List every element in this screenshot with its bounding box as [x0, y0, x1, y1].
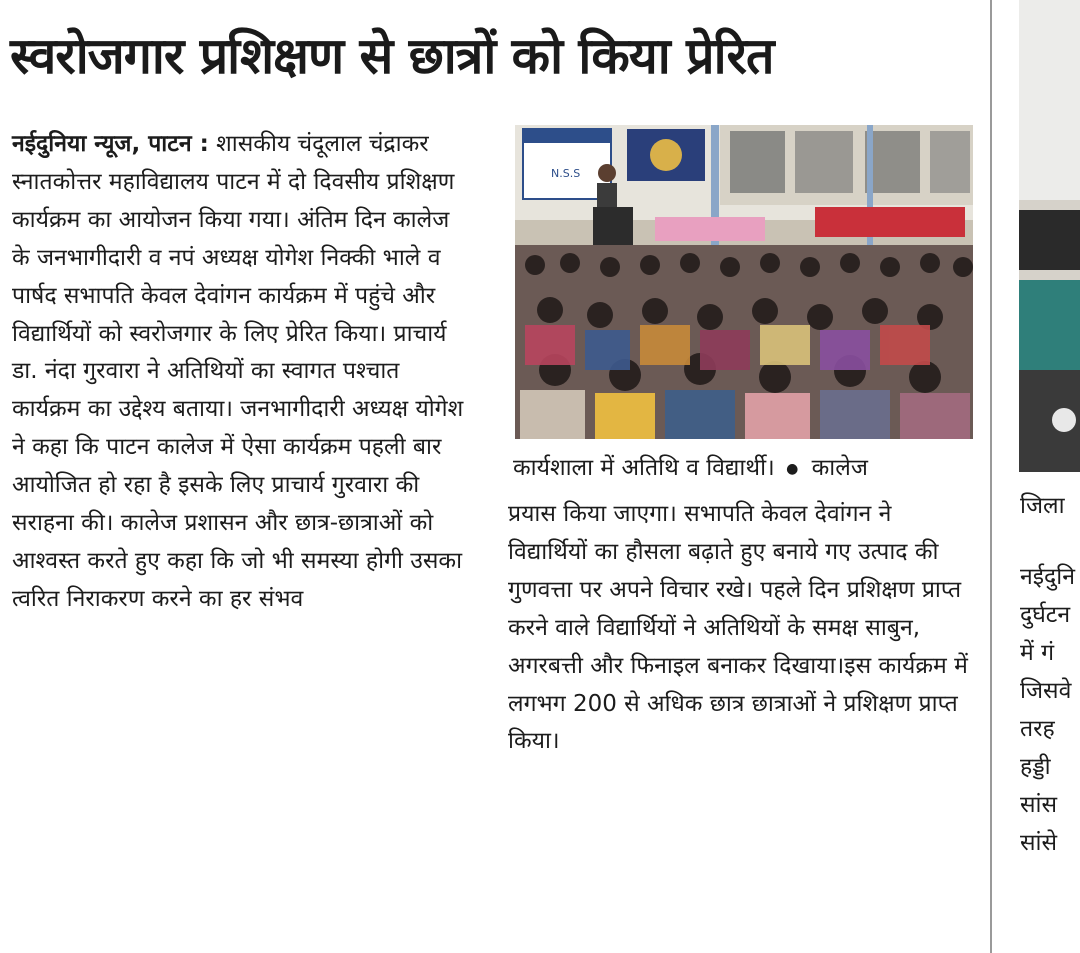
headline: स्वरोजगार प्रशिक्षण से छात्रों को किया प्रेरित [10, 27, 774, 85]
adjacent-line: हड्डी [1020, 754, 1051, 780]
dateline: नईदुनिया न्यूज, पाटन : [12, 131, 209, 157]
adjacent-line: तरह [1020, 716, 1055, 742]
column-1-text: शासकीय चंदूलाल चंद्राकर स्नातकोत्तर महाविद्यालय पाटन में दो दिवसीय प्रशिक्षण कार्यक्रम का आयोजन किया गया। अंतिम दिन कालेज के जनभागीदारी व नपं अध्यक्ष योगेश निक्की भाले व पार्षद सभापति केवल देवांगन कार्यक्रम में पहुंचे और विद्यार्थियों को स्वरोजगार के लिए प्रेरित किया। प्राचार्य डा. नंदा गुरवारा ने अतिथियों का स्वागत पश्चात कार्यक्रम का उद्देश्य बताया। जनभागीदारी अध्यक्ष योगेश ने कहा कि पाटन कालेज में ऐसा कार्यक्रम पहली बार आयोजित हो रहा है इसके लिए प्राचार्य गुरवारा की सराहना की। कालेज प्रशासन और छात्र-छात्राओं को आश्वस्त करते हुए कहा कि जो भी समस्या होगी उसका त्वरित निराकरण करने का हर संभव [12, 131, 464, 612]
banner-text: N.S.S [551, 167, 581, 180]
adjacent-line: सांसे [1020, 830, 1058, 856]
adjacent-line: दुर्घटन [1020, 602, 1071, 628]
column-2-text: प्रयास किया जाएगा। सभापति केवल देवांगन ने विद्यार्थियों का हौसला बढ़ाते हुए बनाये गए उत्पाद की गुणवत्ता पर अपने विचार रखे। पहले दिन प्रशिक्षण प्राप्त करने वाले विद्यार्थियों ने अतिथियों के समक्ष साबुन, अगरबत्ती और फिनाइल बनाकर दिखाया।इस कार्यक्रम में लगभग 200 से अधिक छात्र छात्राओं ने प्रशिक्षण प्राप्त किया। [508, 501, 968, 755]
photo-caption [513, 448, 983, 489]
article-column-2 [508, 496, 970, 761]
event-photo [515, 125, 973, 439]
bullet-icon: ● [786, 460, 799, 477]
adjacent-line: सांस [1020, 792, 1058, 818]
photo-caption-text: कार्यशाला में अतिथि व विद्यार्थी। [513, 455, 775, 481]
photo-credit: कालेज [811, 455, 868, 481]
adjacent-line: जिसवे [1020, 678, 1072, 704]
event-photo-illustration [515, 125, 973, 439]
adjacent-line: नईदुनि [1020, 564, 1075, 590]
adjacent-photo-illustration [1019, 0, 1080, 472]
adjacent-article-text [1020, 558, 1080, 862]
article-column-1 [12, 126, 474, 619]
adjacent-caption: जिला [1020, 493, 1065, 519]
adjacent-article-photo [1019, 0, 1080, 472]
adjacent-line: में गं [1020, 640, 1055, 666]
column-divider [990, 0, 992, 953]
